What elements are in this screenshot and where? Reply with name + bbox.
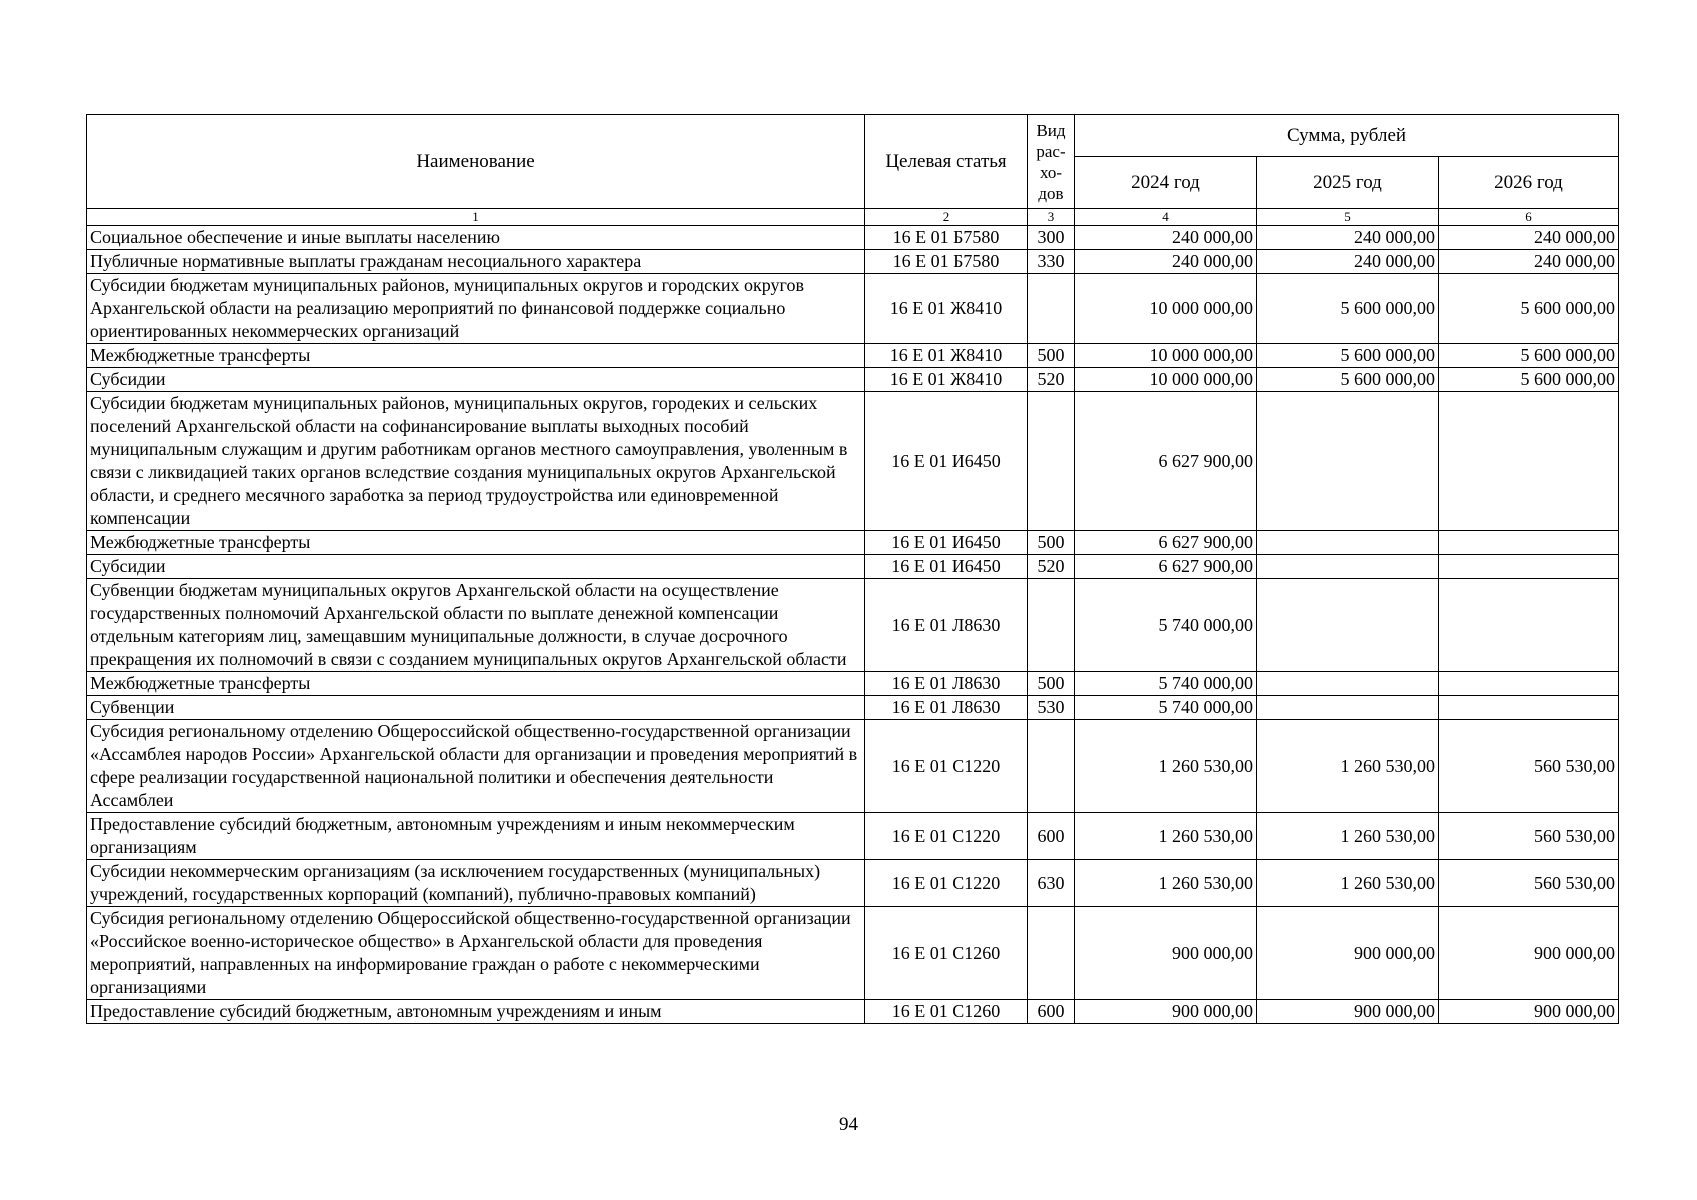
row-target-article-cell: 16 Е 01 Л8630: [865, 672, 1028, 696]
row-target-article-cell: 16 Е 01 Б7580: [865, 250, 1028, 274]
row-amount-2026-cell: 240 000,00: [1439, 250, 1619, 274]
row-name-cell: Предоставление субсидий бюджетным, автономным учреждениям и иным некоммерческим организациям: [87, 813, 865, 860]
row-name-cell: Субсидии: [87, 555, 865, 579]
header-target-article: Целевая статья: [865, 115, 1028, 209]
row-expense-kind-cell: 520: [1028, 368, 1075, 392]
row-target-article-cell: 16 Е 01 И6450: [865, 531, 1028, 555]
row-amount-2025-cell: [1257, 579, 1439, 672]
row-amount-2026-cell: 560 530,00: [1439, 720, 1619, 813]
table-row: [87, 860, 1619, 907]
row-expense-kind-cell: 600: [1028, 1000, 1075, 1024]
header-sum: Сумма, рублей: [1075, 115, 1619, 157]
column-number: 6: [1439, 209, 1619, 226]
row-amount-2026-cell: [1439, 696, 1619, 720]
row-name-cell: Субсидия региональному отделению Общероссийской общественно-государственной организации «Ассамблея народов России» Архангельской области для организации и проведения мероприятий в сфере реализации государственной национальной политики и обеспечения деятельности Ассамблеи: [87, 720, 865, 813]
column-number: 4: [1075, 209, 1257, 226]
row-amount-2026-cell: 560 530,00: [1439, 860, 1619, 907]
table-row: [87, 813, 1619, 860]
header-name: Наименование: [87, 115, 865, 209]
row-amount-2024-cell: 6 627 900,00: [1075, 392, 1257, 531]
row-amount-2025-cell: 5 600 000,00: [1257, 274, 1439, 344]
row-expense-kind-cell: [1028, 907, 1075, 1000]
row-amount-2024-cell: 240 000,00: [1075, 250, 1257, 274]
column-number-row: [87, 209, 1619, 226]
row-amount-2025-cell: 1 260 530,00: [1257, 720, 1439, 813]
row-amount-2026-cell: [1439, 531, 1619, 555]
row-amount-2024-cell: 10 000 000,00: [1075, 274, 1257, 344]
table-row: [87, 672, 1619, 696]
row-amount-2026-cell: [1439, 579, 1619, 672]
row-amount-2026-cell: 900 000,00: [1439, 907, 1619, 1000]
row-amount-2024-cell: 900 000,00: [1075, 907, 1257, 1000]
row-amount-2024-cell: 5 740 000,00: [1075, 672, 1257, 696]
row-amount-2024-cell: 6 627 900,00: [1075, 531, 1257, 555]
column-number: 5: [1257, 209, 1439, 226]
row-amount-2026-cell: 5 600 000,00: [1439, 274, 1619, 344]
row-expense-kind-cell: [1028, 392, 1075, 531]
header-year-2024: 2024 год: [1075, 157, 1257, 209]
row-expense-kind-cell: 530: [1028, 696, 1075, 720]
row-amount-2025-cell: 900 000,00: [1257, 907, 1439, 1000]
row-amount-2026-cell: 560 530,00: [1439, 813, 1619, 860]
table-row: [87, 907, 1619, 1000]
row-amount-2024-cell: 1 260 530,00: [1075, 720, 1257, 813]
row-expense-kind-cell: 600: [1028, 813, 1075, 860]
row-expense-kind-cell: 500: [1028, 672, 1075, 696]
row-target-article-cell: 16 Е 01 Ж8410: [865, 344, 1028, 368]
row-name-cell: Субвенции: [87, 696, 865, 720]
table-body: [87, 209, 1619, 1024]
row-name-cell: Публичные нормативные выплаты гражданам несоциального характера: [87, 250, 865, 274]
column-number: 3: [1028, 209, 1075, 226]
row-name-cell: Межбюджетные трансферты: [87, 531, 865, 555]
row-expense-kind-cell: 500: [1028, 344, 1075, 368]
row-name-cell: Субсидии некоммерческим организациям (за исключением государственных (муниципальных) учреждений, государственных корпораций (компаний), публично-правовых компаний): [87, 860, 865, 907]
column-number: 1: [87, 209, 865, 226]
row-amount-2026-cell: 5 600 000,00: [1439, 368, 1619, 392]
page-number: 94: [839, 1114, 858, 1135]
row-target-article-cell: 16 Е 01 И6450: [865, 555, 1028, 579]
row-amount-2024-cell: 1 260 530,00: [1075, 860, 1257, 907]
row-target-article-cell: 16 Е 01 Л8630: [865, 579, 1028, 672]
row-target-article-cell: 16 Е 01 Б7580: [865, 226, 1028, 250]
row-expense-kind-cell: [1028, 720, 1075, 813]
row-expense-kind-cell: 520: [1028, 555, 1075, 579]
header-year-2026: 2026 год: [1439, 157, 1619, 209]
row-amount-2024-cell: 5 740 000,00: [1075, 579, 1257, 672]
row-amount-2025-cell: 5 600 000,00: [1257, 368, 1439, 392]
row-name-cell: Субвенции бюджетам муниципальных округов Архангельской области на осуществление государственных полномочий Архангельской области по выплате денежной компенсации отдельным категориям лиц, замещавшим муниципальные должности, в случае досрочного прекращения их полномочий в связи с созданием муниципальных округов Архангельской области: [87, 579, 865, 672]
table-row: [87, 274, 1619, 344]
row-target-article-cell: 16 Е 01 С1220: [865, 720, 1028, 813]
table-row: [87, 555, 1619, 579]
row-name-cell: Межбюджетные трансферты: [87, 344, 865, 368]
table-row: [87, 579, 1619, 672]
row-name-cell: Субсидия региональному отделению Общероссийской общественно-государственной организации «Российское военно-историческое общество» в Архангельской области для проведения мероприятий, направленных на информирование граждан о работе с некоммерческими организациями: [87, 907, 865, 1000]
row-amount-2025-cell: [1257, 672, 1439, 696]
row-amount-2024-cell: 240 000,00: [1075, 226, 1257, 250]
row-amount-2025-cell: [1257, 555, 1439, 579]
row-target-article-cell: 16 Е 01 С1220: [865, 813, 1028, 860]
row-amount-2025-cell: [1257, 392, 1439, 531]
row-expense-kind-cell: 500: [1028, 531, 1075, 555]
row-target-article-cell: 16 Е 01 И6450: [865, 392, 1028, 531]
row-target-article-cell: 16 Е 01 Л8630: [865, 696, 1028, 720]
row-target-article-cell: 16 Е 01 Ж8410: [865, 368, 1028, 392]
table-row: [87, 696, 1619, 720]
row-amount-2026-cell: [1439, 672, 1619, 696]
row-name-cell: Субсидии бюджетам муниципальных районов, муниципальных округов и городских округов Архангельской области на реализацию мероприятий по финансовой поддержке социально ориентированных некоммерческих организаций: [87, 274, 865, 344]
row-expense-kind-cell: [1028, 579, 1075, 672]
row-amount-2025-cell: 5 600 000,00: [1257, 344, 1439, 368]
table-row: [87, 392, 1619, 531]
row-amount-2025-cell: [1257, 531, 1439, 555]
row-amount-2025-cell: 240 000,00: [1257, 250, 1439, 274]
row-amount-2025-cell: 900 000,00: [1257, 1000, 1439, 1024]
column-number: 2: [865, 209, 1028, 226]
row-amount-2026-cell: 240 000,00: [1439, 226, 1619, 250]
table-row: [87, 250, 1619, 274]
row-name-cell: Социальное обеспечение и иные выплаты населению: [87, 226, 865, 250]
row-expense-kind-cell: 630: [1028, 860, 1075, 907]
row-amount-2024-cell: 6 627 900,00: [1075, 555, 1257, 579]
row-target-article-cell: 16 Е 01 С1260: [865, 1000, 1028, 1024]
header-year-2025: 2025 год: [1257, 157, 1439, 209]
row-amount-2025-cell: 240 000,00: [1257, 226, 1439, 250]
row-amount-2026-cell: [1439, 555, 1619, 579]
row-name-cell: Субсидии: [87, 368, 865, 392]
row-amount-2026-cell: 900 000,00: [1439, 1000, 1619, 1024]
row-amount-2025-cell: 1 260 530,00: [1257, 813, 1439, 860]
row-amount-2024-cell: 10 000 000,00: [1075, 368, 1257, 392]
table-row: [87, 1000, 1619, 1024]
budget-table: [86, 114, 1619, 1024]
row-expense-kind-cell: 330: [1028, 250, 1075, 274]
table-row: [87, 368, 1619, 392]
table-row: [87, 344, 1619, 368]
row-expense-kind-cell: 300: [1028, 226, 1075, 250]
row-expense-kind-cell: [1028, 274, 1075, 344]
row-amount-2024-cell: 900 000,00: [1075, 1000, 1257, 1024]
row-name-cell: Межбюджетные трансферты: [87, 672, 865, 696]
table-row: [87, 720, 1619, 813]
row-amount-2024-cell: 10 000 000,00: [1075, 344, 1257, 368]
row-amount-2026-cell: [1439, 392, 1619, 531]
row-amount-2024-cell: 5 740 000,00: [1075, 696, 1257, 720]
table-row: [87, 531, 1619, 555]
row-amount-2025-cell: [1257, 696, 1439, 720]
row-target-article-cell: 16 Е 01 С1220: [865, 860, 1028, 907]
row-name-cell: Субсидии бюджетам муниципальных районов, муниципальных округов, городеких и сельских поселений Архангельской области на софинансирование выплаты выходных пособий муниципальным служащим и другим работникам органов местного самоуправления, уволенным в связи с ликвидацией таких органов вследствие создания муниципальных округов Архангельской области, и среднего месячного заработка за период трудоустройства или единовременной компенсации: [87, 392, 865, 531]
row-amount-2026-cell: 5 600 000,00: [1439, 344, 1619, 368]
row-amount-2024-cell: 1 260 530,00: [1075, 813, 1257, 860]
table-row: [87, 226, 1619, 250]
row-name-cell: Предоставление субсидий бюджетным, автономным учреждениям и иным: [87, 1000, 865, 1024]
row-target-article-cell: 16 Е 01 С1260: [865, 907, 1028, 1000]
row-amount-2025-cell: 1 260 530,00: [1257, 860, 1439, 907]
row-target-article-cell: 16 Е 01 Ж8410: [865, 274, 1028, 344]
header-expense-kind: Вид рас-хо-дов: [1028, 115, 1075, 209]
